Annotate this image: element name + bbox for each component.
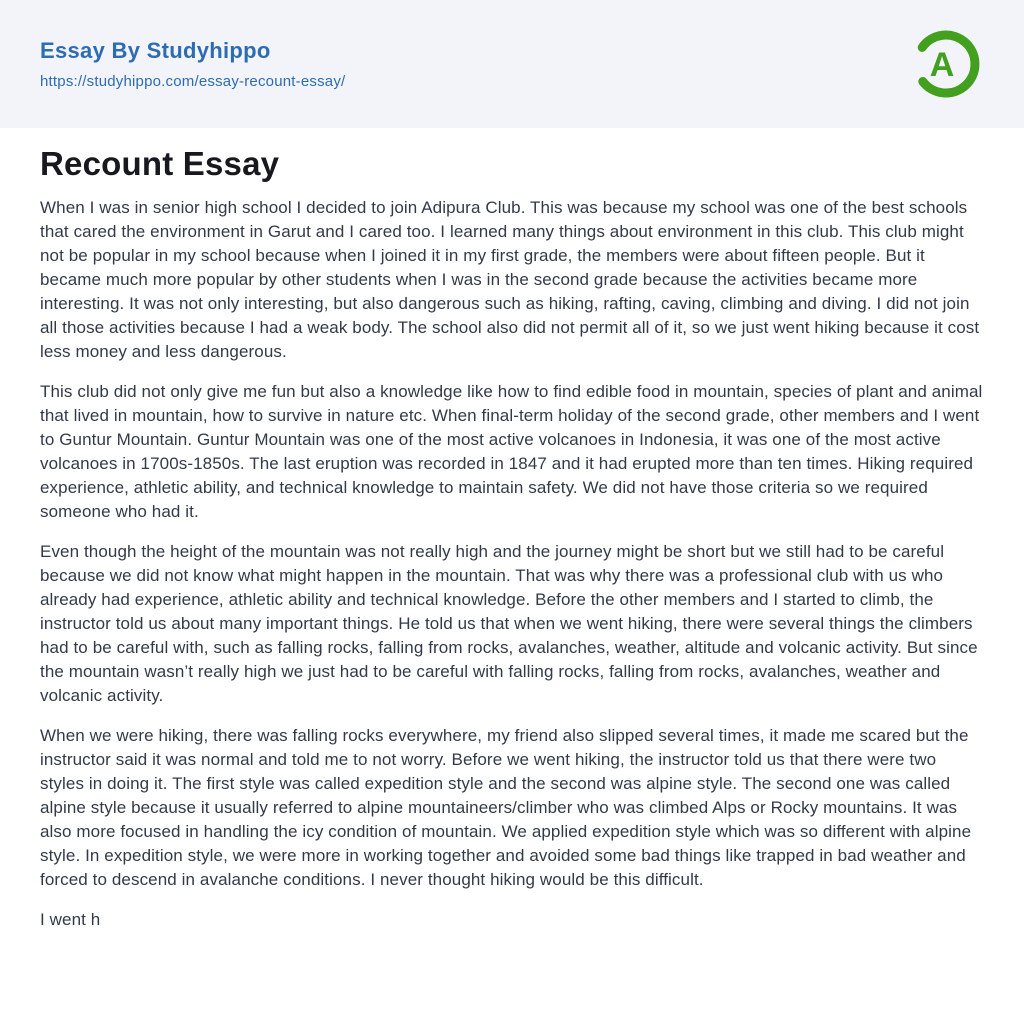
essay-paragraph-truncated: I went h [40,909,101,929]
byline-link[interactable]: Essay By Studyhippo [40,38,271,63]
essay-body [40,196,984,932]
essay-paragraph: This club did not only give me fun but also a knowledge like how to find edible food in mountain, species of plant and animal that lived in mountain, how to survive in nature etc. When final-term holiday of the second grade, other members and I went to Guntur Mountain. Guntur Mountain was one of the most active volcanoes in Indonesia, it was one of the most active volcanoes in 1700s-1850s. The last eruption was recorded in 1847 and it had erupted more than ten times. Hiking required experience, athletic ability, and technical knowledge to maintain safety. We did not have those criteria so we required someone who had it. [40,381,983,521]
essay-paragraph: When I was in senior high school I decided to join Adipura Club. This was because my school was one of the best schools that cared the environment in Garut and I cared too. I learned many things about environment in this club. This club might not be popular in my school because when I joined it in my first grade, the members were about fifteen people. But it became much more popular by other students when I was in the second grade because the activities became more interesting. It was not only interesting, but also dangerous such as hiking, rafting, caving, climbing and diving. I did not join all those activities because I had a weak body. The school also did not permit all of it, so we just went hiking because it cost less money and less dangerous. [40,197,980,361]
essay-paragraph: Even though the height of the mountain was not really high and the journey might be short but we still had to be careful because we did not know what might happen in the mountain. That was why there was a professional club with us who already had experience, athletic ability and technical knowledge. Before the other members and I started to climb, the instructor told us about many important things. He told us that when we went hiking, there were several things the climbers had to be careful with, such as falling rocks, falling from rocks, avalanches, weather, altitude and volcanic activity. But since the mountain wasn’t really high we just had to be careful with falling rocks, falling from rocks, avalanches, weather and volcanic activity. [40,541,978,705]
content-area [0,128,1024,932]
source-url-link[interactable]: https://studyhippo.com/essay-recount-essay/ [40,73,346,90]
page-title: Recount Essay [40,145,280,182]
logo-letter: A [929,46,955,84]
header-bar [0,0,1024,128]
studyhippo-logo [908,26,984,102]
header-text-block [40,38,345,90]
essay-paragraph: When we were hiking, there was falling rocks everywhere, my friend also slipped several times, it made me scared but the instructor said it was normal and told me to not worry. Before we went hiking, the instructor told us that there were two styles in doing it. The first style was called expedition style and the second was alpine style. The second one was called alpine style because it usually referred to alpine mountaineers/climber who was climbed Alps or Rocky mountains. It was also more focused in handling the icy condition of mountain. We applied expedition style which was so different with alpine style. In expedition style, we were more in working together and avoided some bad things like trapped in bad weather and forced to descend in avalanche conditions. I never thought hiking would be this difficult. [40,725,972,889]
